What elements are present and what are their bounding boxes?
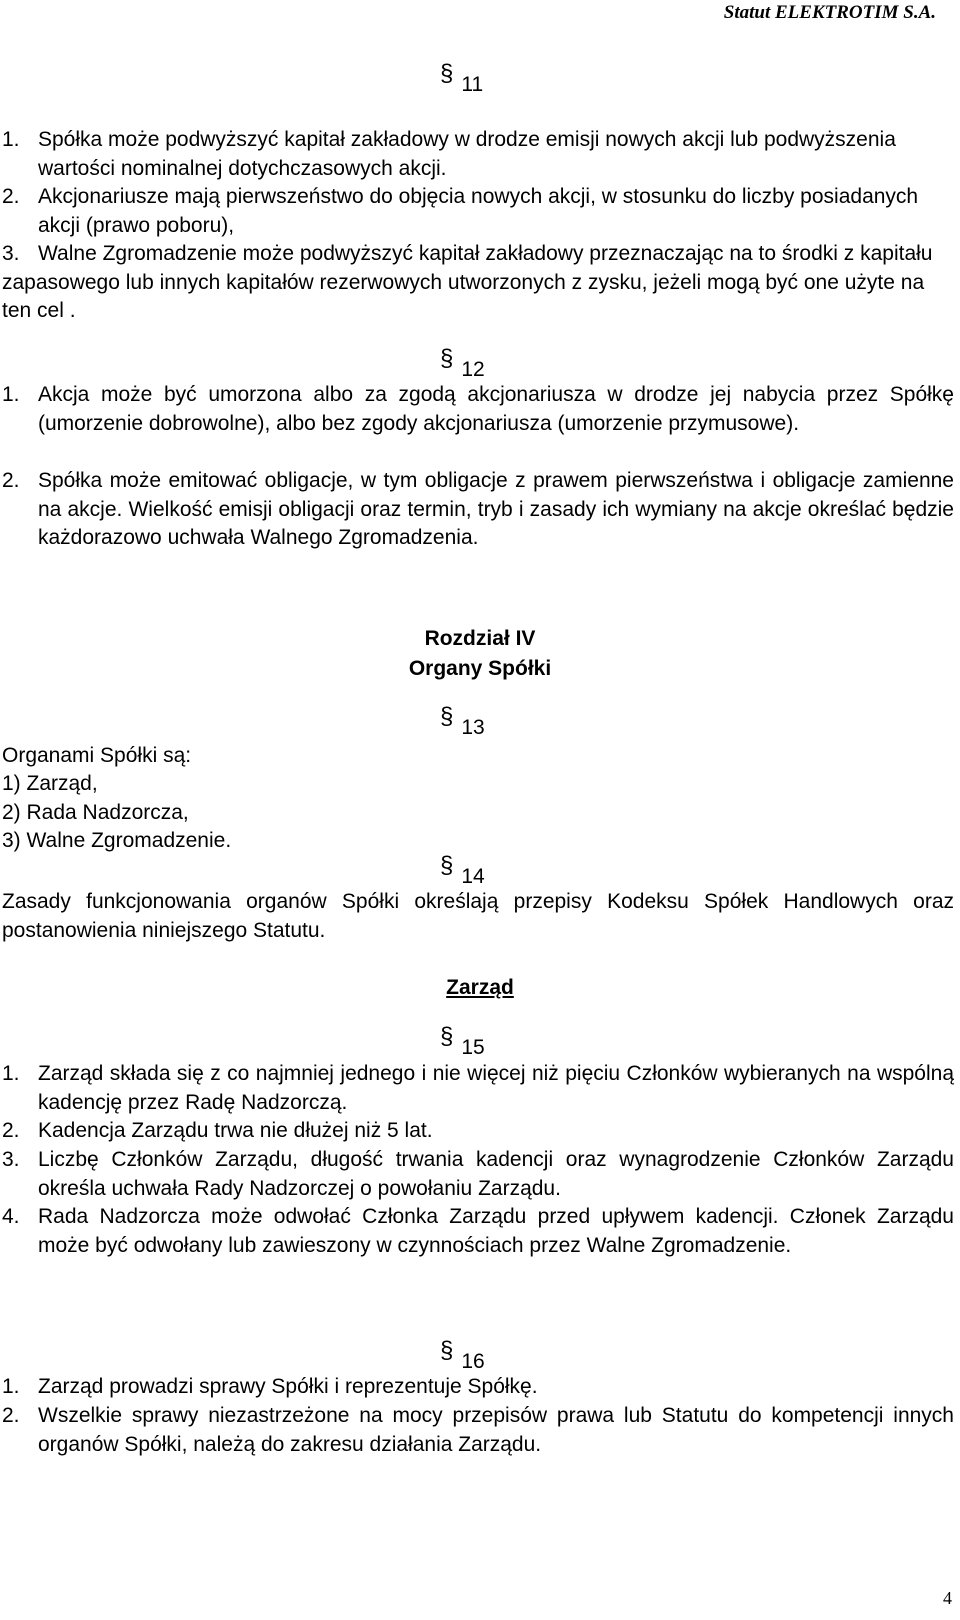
item-number: 2.: [2, 469, 20, 492]
item-text: Zarząd prowadzi sprawy Spółki i reprezentuje Spółkę.: [38, 1375, 538, 1398]
section-number: 15: [461, 1036, 485, 1059]
item-text: Wszelkie sprawy niezastrzeżone na mocy przepisów prawa lub Statutu do kompetencji innych organów Spółki, należą do zakresu działania Zarządu.: [38, 1404, 954, 1456]
list-item: 1) Zarząd,: [2, 772, 98, 795]
section-number: 14: [461, 865, 485, 888]
chapter-subtitle: Organy Spółki: [408, 657, 552, 680]
section-symbol: §: [440, 60, 454, 87]
item-number: 1.: [2, 383, 20, 406]
section-16-heading: [440, 1337, 485, 1376]
list-item: 2) Rada Nadzorcza,: [2, 801, 189, 824]
section-number: 13: [461, 716, 485, 739]
item-number: 3.: [2, 242, 20, 265]
organs-intro: Organami Spółki są:: [2, 744, 192, 767]
section-symbol: §: [440, 703, 454, 730]
section-symbol: §: [440, 1337, 454, 1364]
item-text: Liczbę Członków Zarządu, długość trwania kadencji oraz wynagrodzenie Członków Zarządu określa uchwała Rady Nadzorczej o powołaniu Zarządu.: [38, 1148, 954, 1200]
list-item: 3) Walne Zgromadzenie.: [2, 829, 232, 852]
section-number: 11: [461, 73, 484, 96]
section-12-heading: [440, 345, 485, 384]
section-symbol: §: [440, 1023, 454, 1050]
zarzad-heading: Zarząd: [446, 976, 514, 999]
item-text: Spółka może podwyższyć kapitał zakładowy w drodze emisji nowych akcji lub podwyższenia wartości nominalnej dotychczasowych akcji.: [38, 128, 896, 180]
section-11-heading: [440, 60, 484, 99]
page-number: 4: [943, 1588, 952, 1608]
item-text: Akcjonariusze mają pierwszeństwo do objęcia nowych akcji, w stosunku do liczby posiadanych akcji (prawo poboru),: [38, 185, 919, 237]
item-number: 1.: [2, 128, 20, 151]
section-14-heading: [440, 852, 485, 891]
item-text: Rada Nadzorcza może odwołać Członka Zarządu przed upływem kadencji. Członek Zarządu może być odwołany lub zawieszony w czynnościach przez Walne Zgromadzenie.: [38, 1205, 954, 1257]
section-number: 12: [461, 358, 485, 381]
document-header: Statut ELEKTROTIM S.A.: [723, 2, 936, 23]
item-number: 3.: [2, 1148, 20, 1171]
section-symbol: §: [440, 345, 454, 372]
section-symbol: §: [440, 852, 454, 879]
item-text: Akcja może być umorzona albo za zgodą akcjonariusza w drodze jej nabycia przez Spółkę (umorzenie dobrowolne), albo bez zgody akcjonariusza (umorzenie przymusowe).: [38, 383, 954, 435]
item-text: Kadencja Zarządu trwa nie dłużej niż 5 lat.: [38, 1119, 433, 1142]
item-text: Zarząd składa się z co najmniej jednego i nie więcej niż pięciu Członków wybieranych na wspólną kadencję przez Radę Nadzorczą.: [38, 1062, 954, 1114]
item-text: Spółka może emitować obligacje, w tym obligacje z prawem pierwszeństwa i obligacje zamienne na akcje. Wielkość emisji obligacji oraz termin, tryb i zasady ich wymiany na akcje określać będzie każdorazowo uchwała Walnego Zgromadzenia.: [38, 469, 954, 549]
section-13-heading: [440, 703, 485, 742]
section-14-text: Zasady funkcjonowania organów Spółki określają przepisy Kodeksu Spółek Handlowych oraz postanowienia niniejszego Statutu.: [2, 890, 954, 942]
section-number: 16: [461, 1350, 485, 1373]
item-number: 2.: [2, 1404, 20, 1427]
item-number: 4.: [2, 1205, 20, 1228]
item-text: Walne Zgromadzenie może podwyższyć kapitał zakładowy przeznaczając na to środki z kapitału zapasowego lub innych kapitałów rezerwowych utworzonych z zysku, jeżeli mogą być one użyte na ten cel .: [2, 242, 933, 322]
item-number: 1.: [2, 1062, 20, 1085]
item-number: 1.: [2, 1375, 20, 1398]
chapter-title: Rozdział IV: [424, 627, 536, 650]
section-15-heading: [440, 1023, 485, 1062]
item-number: 2.: [2, 1119, 20, 1142]
item-number: 2.: [2, 185, 20, 208]
